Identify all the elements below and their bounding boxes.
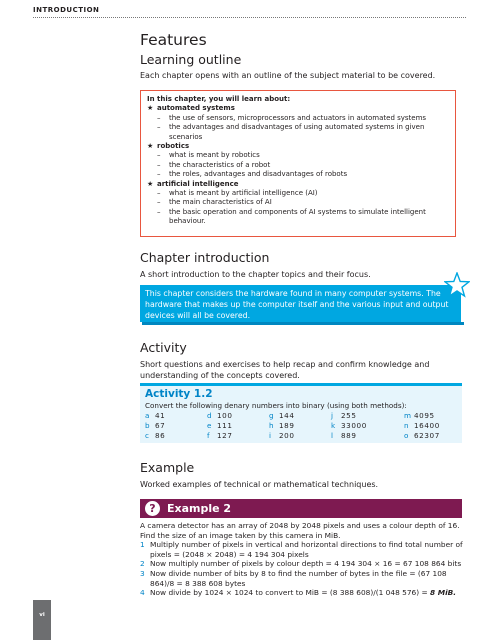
activity-item-letter: b [145,420,150,430]
outline-bullet-label: artificial intelligence [157,179,239,188]
dash-bullet: – [157,207,161,216]
activity-box-title: Activity 1.2 [145,388,213,400]
dash-bullet: – [157,160,161,169]
activity-item-letter: l [331,430,333,440]
example-title-bar [140,499,462,518]
outline-bullet-label: automated systems [157,104,235,113]
activity-item [404,431,459,441]
star-bullet-icon: ★ [147,104,154,113]
question-mark-icon: ? [145,501,160,516]
example-step [140,569,466,588]
example-step-number: 3 [140,568,145,578]
activity-item-letter: m [404,410,412,420]
activity-item-letter: k [331,420,336,430]
activity-item-value: 67 [155,420,166,430]
activity-item-value: 255 [341,410,357,420]
outline-sub-item-text: the basic operation and components of AI systems to simulate intelligent behaviour. [169,207,426,226]
outline-sub-item [147,151,449,160]
outline-sub-item [147,208,449,227]
outline-box-title: In this chapter, you will learn about: [147,95,291,103]
activity-item [331,411,404,421]
outline-bullet [147,180,449,189]
activity-item-letter: e [207,420,212,430]
activity-heading: Activity [140,340,187,355]
example-step [140,540,466,559]
outline-sub-item [147,189,449,198]
example-step-body: Multiply number of pixels in vertical and horizontal directions to find total number of pixels = (2048 × 2048) = 4 194 304 pixels [150,540,463,559]
activity-item-letter: g [269,410,274,420]
activity-item-value: 111 [217,420,233,430]
outline-sub-item-text: the use of sensors, microprocessors and actuators in automated systems [169,113,427,122]
example-section [140,460,466,490]
activity-item-letter: f [207,430,210,440]
example-bar-title: Example 2 [167,502,232,515]
example-step [140,559,466,569]
outline-sub-item-text: the roles, advantages and disadvantages of robots [169,170,348,179]
example-step-text [150,540,466,559]
example-body [140,521,466,598]
activity-box [140,383,462,443]
activity-item [207,411,269,421]
activity-instruction: Convert the following denary numbers into binary (using both methods): [145,401,407,410]
outline-sub-item [147,198,449,207]
activity-item-letter: j [331,410,333,420]
learning-outline-desc: Each chapter opens with an outline of the subject material to be covered. [140,71,436,80]
activity-item-letter: d [207,410,212,420]
example-intro: A camera detector has an array of 2048 by 2048 pixels and uses a colour depth of 16. Find the size of an image taken by this camera in MiB. [140,521,460,540]
example-step-text [150,569,466,588]
running-head: INTRODUCTION [33,6,100,14]
outline-bullet-label: robotics [157,142,190,151]
outline-sub-item [147,123,449,142]
dash-bullet: – [157,170,161,179]
example-step-text [150,559,461,569]
example-step-answer: 8 MiB. [430,588,457,598]
dash-bullet: – [157,198,161,207]
dash-bullet: – [157,151,161,160]
chapter-intro-box-text: This chapter considers the hardware found in many computer systems. The hardware that makes up the computer itself and the various input and output devices will all be covered. [145,289,449,320]
dash-bullet: – [157,189,161,198]
activity-desc: Short questions and exercises to help recap and confirm knowledge and understanding of the concepts covered. [140,360,430,380]
chapter-intro-box-shadow [142,322,464,325]
example-step-body: Now divide by 1024 × 1024 to convert to MiB = (8 388 608)/(1 048 576) = [150,588,431,598]
example-desc: Worked examples of technical or mathematical techniques. [140,480,379,489]
activity-item-value: 200 [279,430,295,440]
example-step-text [150,588,456,598]
activity-item-value: 41 [155,410,166,420]
outline-sub-item-text: the main characteristics of AI [169,198,272,207]
activity-item-letter: i [269,430,271,440]
example-step-number: 2 [140,559,145,569]
activity-item [145,431,207,441]
activity-item-value: 4095 [414,410,435,420]
outline-sub-item-text: what is meant by robotics [169,151,260,160]
outline-bullet [147,142,449,151]
activity-item [207,431,269,441]
activity-item-value: 16400 [414,420,440,430]
star-bullet-icon: ★ [147,142,154,151]
activity-item-letter: c [145,430,149,440]
star-outline-icon [444,272,470,298]
outline-sub-item [147,170,449,179]
learning-outline-heading: Learning outline [140,52,242,67]
example-step-body: Now divide number of bits by 8 to find the number of bytes in the file = (67 108 864)/8 = 8 388 608 bytes [150,568,447,588]
activity-item-letter: h [269,420,274,430]
activity-item [269,421,331,431]
example-step-number: 4 [140,588,145,598]
chapter-intro-heading: Chapter introduction [140,250,270,265]
outline-bullet [147,104,449,113]
activity-item-value: 889 [341,430,357,440]
outline-sub-item [147,161,449,170]
activity-item-letter: o [404,430,409,440]
activity-item-value: 127 [217,430,233,440]
activity-item-value: 33000 [341,420,367,430]
activity-section [140,340,466,381]
activity-item [331,421,404,431]
activity-item [404,421,459,431]
activity-items-grid [145,411,457,441]
features-section [140,30,466,81]
example-step-body: Now multiply number of pixels by colour depth = 4 194 304 × 16 = 67 108 864 bits [150,559,462,569]
outline-sub-item-text: the characteristics of a robot [169,160,271,169]
learning-outline-box [140,90,456,237]
features-title: Features [140,31,207,49]
example-step-number: 1 [140,540,145,550]
activity-item-value: 144 [279,410,295,420]
example-steps [140,540,466,598]
activity-item [269,411,331,421]
page-number: vi [39,612,45,618]
activity-item [145,411,207,421]
chapter-intro-desc: A short introduction to the chapter topics and their focus. [140,270,371,279]
activity-item-value: 189 [279,420,295,430]
dash-bullet: – [157,113,161,122]
activity-item [404,411,459,421]
activity-item [269,431,331,441]
example-step [140,588,466,598]
activity-item [207,421,269,431]
activity-item-value: 86 [155,430,166,440]
chapter-intro-section [140,250,466,280]
example-heading: Example [140,460,195,475]
outline-sub-item [147,114,449,123]
chapter-intro-box [140,285,461,322]
activity-item [331,431,404,441]
outline-sections [147,104,449,226]
outline-sub-item-text: the advantages and disadvantages of using automated systems in given scenarios [169,123,425,141]
activity-item-letter: a [145,410,150,420]
activity-item-value: 100 [217,410,233,420]
activity-item-letter: n [404,420,409,430]
outline-sub-item-text: what is meant by artificial intelligence (AI) [169,189,318,198]
star-bullet-icon: ★ [147,179,154,188]
header-dotted-rule [33,17,466,18]
page-number-tab [33,600,51,640]
dash-bullet: – [157,123,161,132]
activity-item [145,421,207,431]
activity-item-value: 62307 [414,430,440,440]
